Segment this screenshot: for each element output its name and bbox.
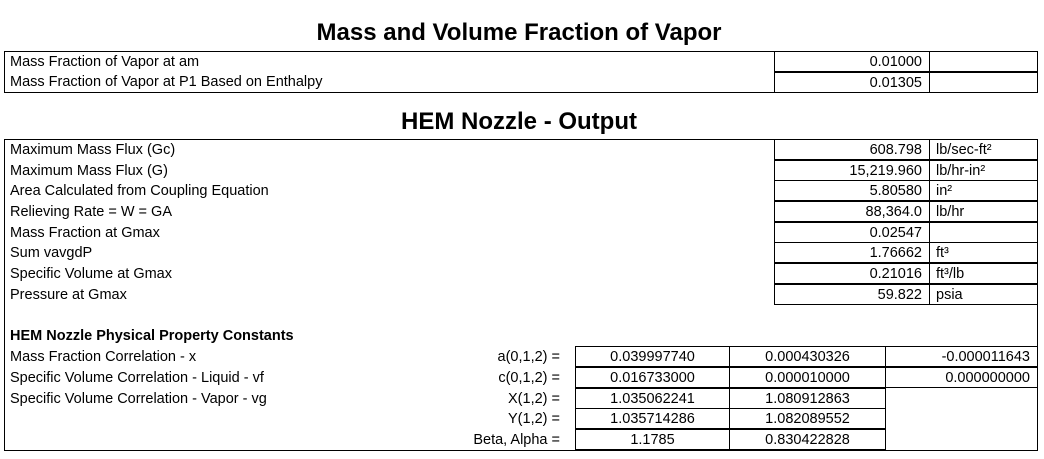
row-label: Specific Volume at Gmax	[10, 266, 172, 282]
row-unit: psia	[929, 284, 1038, 305]
constant-value[interactable]: 1.082089552	[729, 408, 886, 429]
constant-label: Mass Fraction Correlation - x	[10, 349, 197, 365]
row-label: Pressure at Gmax	[10, 287, 127, 303]
constants-heading: HEM Nozzle Physical Property Constants	[10, 328, 294, 344]
row-value[interactable]: 5.80580	[774, 180, 930, 201]
constant-label: Specific Volume Correlation - Liquid - vf	[10, 370, 264, 386]
row-label: Sum vavgdP	[10, 245, 93, 261]
row-value[interactable]: 59.822	[774, 284, 930, 305]
row-value[interactable]: 1.76662	[774, 242, 930, 263]
constant-value[interactable]: 0.830422828	[729, 429, 886, 450]
row-label: Relieving Rate = W = GA	[10, 204, 172, 220]
constant-value[interactable]: -0.000011643	[885, 346, 1038, 367]
row-label: Maximum Mass Flux (Gc)	[10, 142, 176, 158]
row-label: Mass Fraction of Vapor at P1 Based on Enthalpy	[10, 74, 323, 90]
row-value[interactable]: 15,219.960	[774, 160, 930, 181]
row-unit	[929, 72, 1038, 93]
row-label: Area Calculated from Coupling Equation	[10, 183, 269, 199]
row-value[interactable]: 608.798	[774, 139, 930, 160]
constant-value[interactable]: 0.000000000	[885, 367, 1038, 388]
section-title-vapor-fraction: Mass and Volume Fraction of Vapor	[316, 19, 722, 46]
constant-value[interactable]: 0.000430326	[729, 346, 886, 367]
row-unit: lb/hr	[929, 201, 1038, 222]
section-title-hem-output: HEM Nozzle - Output	[401, 108, 637, 135]
row-value[interactable]: 0.01305	[774, 72, 930, 93]
row-label: Mass Fraction of Vapor at am	[10, 54, 200, 70]
row-value[interactable]: 0.01000	[774, 51, 930, 72]
constant-param: Y(1,2) =	[508, 411, 560, 427]
row-unit	[929, 51, 1038, 72]
constant-param: c(0,1,2) =	[498, 370, 560, 386]
constant-value[interactable]: 1.080912863	[729, 388, 886, 409]
row-unit: lb/sec-ft²	[929, 139, 1038, 160]
row-unit: ft³/lb	[929, 263, 1038, 284]
row-value[interactable]: 0.21016	[774, 263, 930, 284]
constant-param: Beta, Alpha =	[473, 432, 560, 448]
constant-value[interactable]: 1.1785	[575, 429, 730, 450]
row-value[interactable]: 88,364.0	[774, 201, 930, 222]
row-unit: ft³	[929, 242, 1038, 263]
constant-value[interactable]: 1.035062241	[575, 388, 730, 409]
row-label: Maximum Mass Flux (G)	[10, 163, 168, 179]
constant-value[interactable]: 1.035714286	[575, 408, 730, 429]
constant-label: Specific Volume Correlation - Vapor - vg	[10, 391, 267, 407]
row-unit: in²	[929, 180, 1038, 201]
row-unit	[929, 222, 1038, 243]
constant-param: X(1,2) =	[508, 391, 560, 407]
row-value[interactable]: 0.02547	[774, 222, 930, 243]
row-unit: lb/hr-in²	[929, 160, 1038, 181]
constant-value[interactable]: 0.000010000	[729, 367, 886, 388]
constant-value[interactable]: 0.039997740	[575, 346, 730, 367]
constant-value[interactable]: 0.016733000	[575, 367, 730, 388]
row-label: Mass Fraction at Gmax	[10, 225, 160, 241]
constant-param: a(0,1,2) =	[497, 349, 560, 365]
